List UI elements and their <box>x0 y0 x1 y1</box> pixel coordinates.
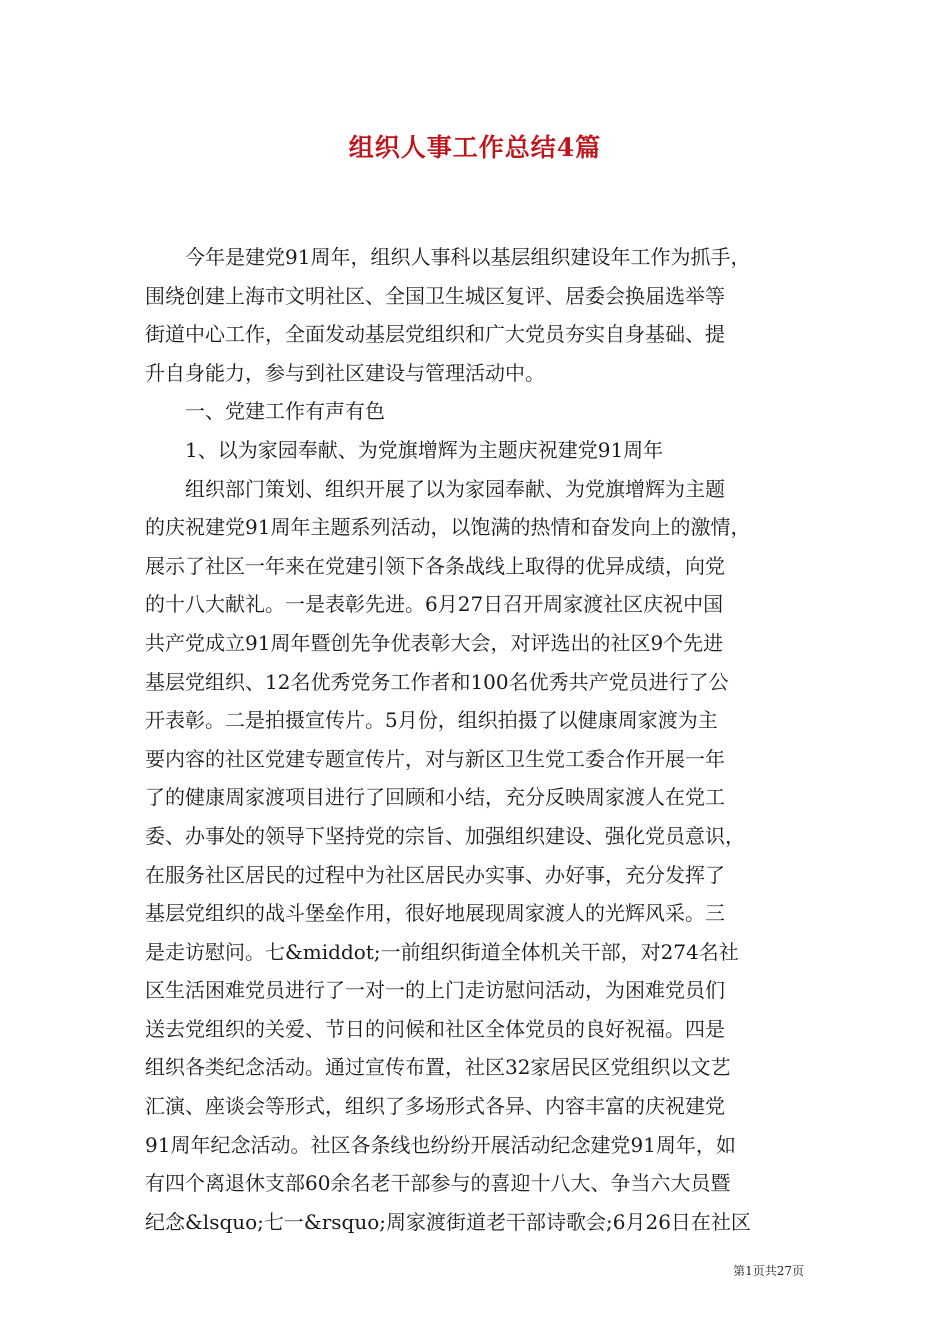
paragraph-line: 汇演、座谈会等形式，组织了多场形式各异、内容丰富的庆祝建党 <box>145 1094 725 1119</box>
paragraph-line: 一、党建工作有声有色 <box>145 399 385 424</box>
paragraph-line: 街道中心工作，全面发动基层党组织和广大党员夯实自身基础、提 <box>145 322 725 347</box>
paragraph-line: 升自身能力，参与到社区建设与管理活动中。 <box>145 360 545 385</box>
paragraph-line: 要内容的社区党建专题宣传片，对与新区卫生党工委合作开展一年 <box>145 746 725 771</box>
paragraph-line: 了的健康周家渡项目进行了回顾和小结，充分反映周家渡人在党工 <box>145 785 725 810</box>
paragraph-line: 91周年纪念活动。社区各条线也纷纷开展活动纪念建党91周年，如 <box>145 1132 736 1157</box>
paragraph-line: 委、办事处的领导下坚持党的宗旨、加强组织建设、强化党员意识， <box>145 823 745 848</box>
paragraph-line: 在服务社区居民的过程中为社区居民办实事、办好事，充分发挥了 <box>145 862 725 887</box>
paragraph-line: 组织各类纪念活动。通过宣传布置，社区32家居民区党组织以文艺 <box>145 1055 731 1080</box>
paragraph-line: 开表彰。二是拍摄宣传片。5月份，组织拍摄了以健康周家渡为主 <box>145 708 718 733</box>
paragraph-line: 今年是建党91周年，组织人事科以基层组织建设年工作为抓手， <box>145 245 751 269</box>
paragraph-line: 有四个离退休支部60余名老干部参与的喜迎十八大、争当六大员暨 <box>145 1171 731 1196</box>
paragraph-line: 基层党组织的战斗堡垒作用，很好地展现周家渡人的光辉风采。三 <box>145 901 725 926</box>
paragraph-line: 纪念&lsquo;七一&rsquo;周家渡街道老干部诗歌会;6月26日在社区 <box>145 1209 751 1234</box>
paragraph-line: 1、以为家园奉献、为党旗增辉为主题庆祝建党91周年 <box>145 437 664 462</box>
paragraph-line: 送去党组织的关爱、节日的问候和社区全体党员的良好祝福。四是 <box>145 1016 725 1041</box>
paragraph-line: 的庆祝建党91周年主题系列活动，以饱满的热情和奋发向上的激情， <box>145 515 751 540</box>
page-footer: 第1页共27页 <box>733 1264 804 1278</box>
paragraph-line: 展示了社区一年来在党建引领下各条战线上取得的优异成绩，向党 <box>145 553 725 578</box>
paragraph-line: 的十八大献礼。一是表彰先进。6月27日召开周家渡社区庆祝中国 <box>145 592 724 617</box>
paragraph-line: 区生活困难党员进行了一对一的上门走访慰问活动，为困难党员们 <box>145 978 725 1003</box>
document-body <box>145 238 815 1241</box>
paragraph-line: 是走访慰问。七&middot;一前组织街道全体机关干部，对274名社 <box>145 939 739 964</box>
paragraph-line: 围绕创建上海市文明社区、全国卫生城区复评、居委会换届选举等 <box>145 283 725 308</box>
paragraph-line: 基层党组织、12名优秀党务工作者和100名优秀共产党员进行了公 <box>145 669 729 694</box>
document-title: 组织人事工作总结4篇 <box>348 133 602 162</box>
paragraph-line: 共产党成立91周年暨创先争优表彰大会，对评选出的社区9个先进 <box>145 630 724 655</box>
paragraph-line: 组织部门策划、组织开展了以为家园奉献、为党旗增辉为主题 <box>145 476 725 501</box>
